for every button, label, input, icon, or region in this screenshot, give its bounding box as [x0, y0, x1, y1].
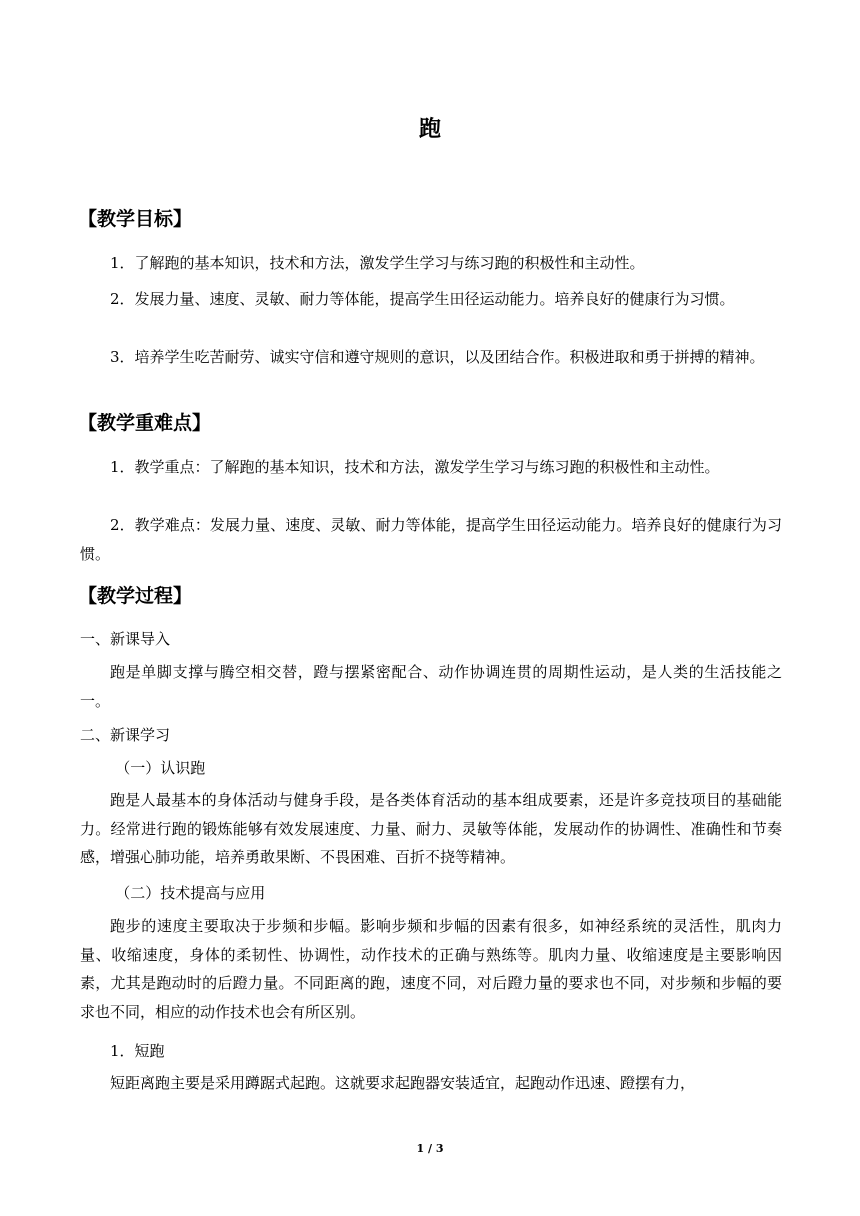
- part1-text: 跑是单脚支撑与腾空相交替，蹬与摆紧密配合、动作协调连贯的周期性运动，是人类的生活技能之一。: [80, 663, 782, 710]
- goal-item-1: 1．了解跑的基本知识，技术和方法，激发学生学习与练习跑的积极性和主动性。: [110, 254, 645, 272]
- part2-title: 二、新课学习: [80, 726, 171, 744]
- item1-text: 短距离跑主要是采用蹲踞式起跑。这就要求起跑器安装适宜，起跑动作迅速、蹬摆有力，: [110, 1074, 696, 1092]
- item1-title: 1．短跑: [110, 1042, 165, 1060]
- sub2-text: 跑步的速度主要取决于步频和步幅。影响步频和步幅的因素有很多，如神经系统的灵活性，肌肉力量、收缩速度，身体的柔韧性、协调性，动作技术的正确与熟练等。肌肉力量、收缩速度是主要影响因素，尤其是跑动时的后蹬力量。不同距离的跑，速度不同，对后蹬力量的要求也不同，对步频和步幅的要求也不同，相应的动作技术也会有所区别。: [80, 917, 782, 1021]
- keypoint-item-1: 1．教学重点：了解跑的基本知识，技术和方法，激发学生学习与练习跑的积极性和主动性。: [110, 458, 720, 476]
- part1-title: 一、新课导入: [80, 630, 171, 648]
- sub1-title: （一）认识跑: [115, 759, 206, 777]
- document-title: 跑: [418, 116, 441, 142]
- section-heading-process: 【教学过程】: [78, 585, 193, 607]
- goal-item-2: 2．发展力量、速度、灵敏、耐力等体能，提高学生田径运动能力。培养良好的健康行为习惯。: [110, 290, 735, 308]
- sub2-title: （二）技术提高与应用: [115, 884, 266, 902]
- section-heading-goals: 【教学目标】: [78, 208, 193, 230]
- goal-item-3: 3．培养学生吃苦耐劳、诚实守信和遵守规则的意识，以及团结合作。积极进取和勇于拼搏的精神。: [110, 348, 765, 366]
- section-heading-keypoints: 【教学重难点】: [78, 412, 212, 434]
- sub1-text: 跑是人最基本的身体活动与健身手段，是各类体育活动的基本组成要素，还是许多竞技项目的基础能力。经常进行跑的锻炼能够有效发展速度、力量、耐力、灵敏等体能，发展动作的协调性、准确性和节奏感，增强心肺功能，培养勇敢果断、不畏困难、百折不挠等精神。: [80, 791, 782, 866]
- page-indicator: 1 / 3: [416, 1142, 444, 1155]
- keypoint-item-2: 2．教学难点：发展力量、速度、灵敏、耐力等体能，提高学生田径运动能力。培养良好的健康行为习惯。: [80, 516, 782, 563]
